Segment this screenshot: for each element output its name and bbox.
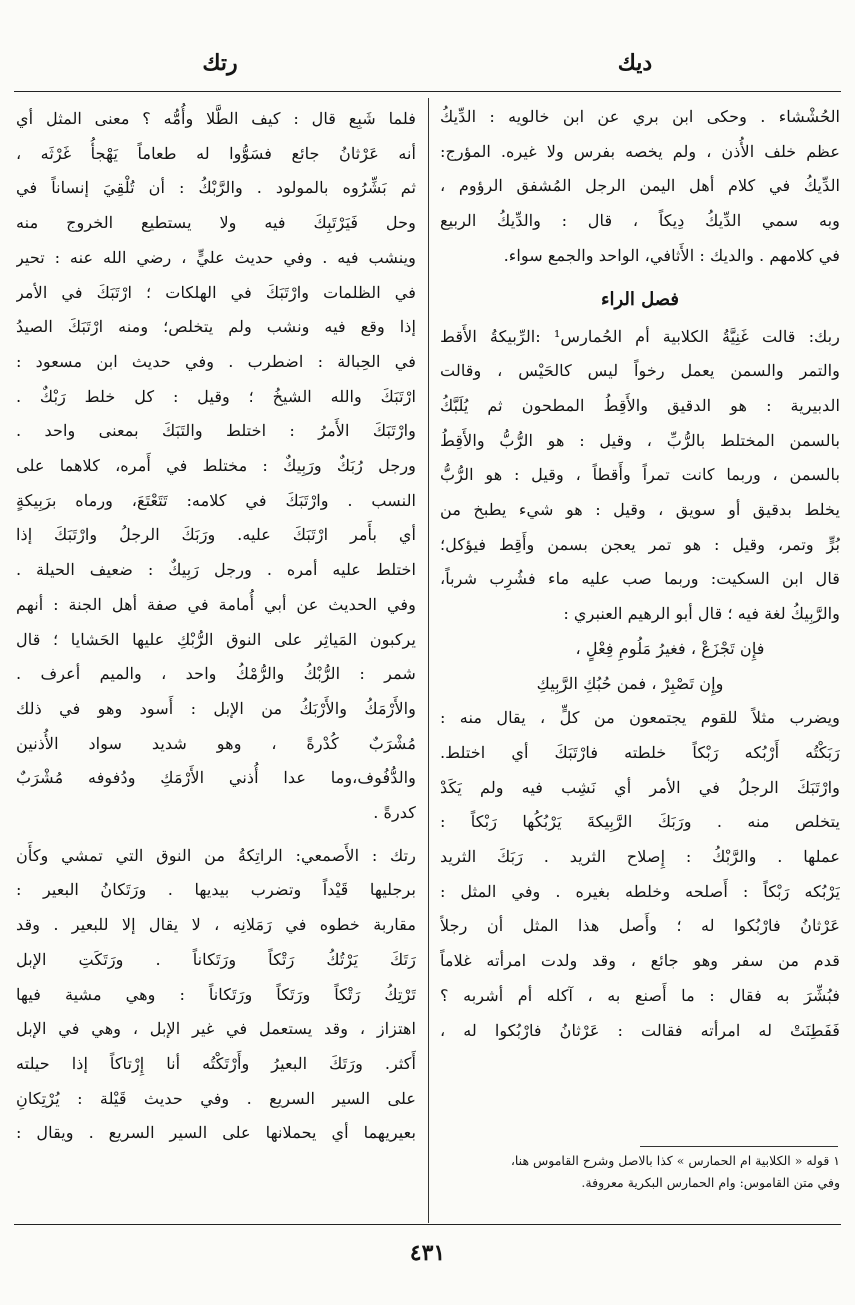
text-line: عملها . والرَّبْكُ : إِصلاح الثريد . رَبَكَ الثريد: [440, 847, 840, 867]
text-line: الحُشْشاء . وحكى ابن بري عن ابن خالويه : الدِّيكُ: [440, 107, 840, 126]
text-line: شمر : الرُّبْكُ والرُّمْكُ واحد ، والميم أعرف .: [16, 664, 416, 684]
text-line: رَبَكْتُه أَرْبُكه رَبْكاً خلطته فارْتَبَكَ أي اختلط.: [440, 742, 840, 762]
text-line: بالسمن المختلط بالرُّبِّ ، وقيل : هو الرُّبُّ والأَقِطُ: [440, 430, 840, 450]
text-line: بُرٍّ وتمر، وقيل : هو تمر يعجن بسمن وأَقِط فيؤكل؛: [440, 534, 840, 554]
bottom-rule: [14, 1224, 841, 1225]
text-line: عَرْثانُ فارْبُكوا له ؛ وأَصل هذا المثل أن رجلاً: [440, 916, 840, 936]
text-line: الدِّيكُ في كلام أهل اليمن الرجل المُشفق الرؤوم ،: [440, 176, 840, 196]
text-line: بعيريهما أي يحملانها على السير السريع . ويقال :: [16, 1123, 416, 1143]
text-line: النسب . وارْتَبَكَ في كلامه: تَتَعْتَعَ، ورماه برَبِيكةٍ: [16, 490, 416, 510]
text-line: يخلط بدقيق أو سويق ، وقيل : هو شيء يطبخ من: [440, 500, 840, 520]
text-line: مقاربة خطوه في رَمَلانِه ، لا يقال إلا للبعير . وقد: [16, 915, 416, 935]
text-line: والأَرْمَكُ والأَرْبَكُ من الإبل : أَسود وهو في ذلك: [16, 698, 416, 718]
text-line: اهتزاز ، وقد يستعمل في غير الإبل ، وهي في الإبل: [16, 1019, 416, 1039]
text-line: ثم بَشِّرُوه بالمولود . والرَّبْكُ : أن تُلْقِيَ إنساناً في: [16, 178, 416, 198]
verse-line: وإِن تَصْبِرْ ، فمن حُبُكِ الرَّبِيكِ: [536, 673, 724, 693]
right-column: [440, 100, 840, 1048]
text-line: على السير السريع . وفي حديث قَيْلة : يُرْتِكانِ: [16, 1088, 416, 1108]
footnote-line: ١ قوله « الكلابية ام الحمارس » كذا بالاصل وشرح القاموس هنا،: [510, 1153, 840, 1168]
text-line: في كلامهم . والديك : الأَثافي، الواحد والجمع سواء.: [503, 245, 840, 265]
entry-spacer: [16, 831, 416, 839]
text-line: والرَّبِيكُ لغة فيه ؛ قال أبو الرهيم العنبري :: [563, 604, 840, 624]
section-title: فصل الراء: [601, 288, 679, 310]
text-line: وحل فَيَرْتَبِكَ فيه ولا يستطيع الخروج منه: [16, 213, 416, 233]
text-line: والتمر والسمن يعمل رخواً ليس كالحَيْس ، وقالت: [440, 361, 840, 381]
entry-line: ربك: قالت غَنِيَّةُ الكلابية أم الحُمارس¹ :الرِّبيكةُ الأَقط: [440, 326, 840, 346]
text-line: إذا وقع فيه ونشب ولم يتخلص؛ ومنه ارْتَبَكَ الصيدُ: [16, 317, 416, 337]
footnote-rule: [640, 1146, 838, 1147]
text-line: أي بأَمر ارْتَبَكَ عليه. ورَبَكَ الرجلُ وارْتَبَكَ إذا: [16, 525, 416, 545]
text-line: فبُشِّرَ به فقال : ما أَصنع به ، آكله أم أشربه ؟: [440, 985, 840, 1005]
verse-line: فإِن تَجْزَعْ ، فغيرُ مَلُومِ فِعْلٍ ،: [575, 638, 765, 658]
text-line: أنه عَرْثانُ جائع فسَوُّوا له طعاماً يَهْجأُ غَرْثَه ،: [16, 143, 416, 163]
text-line: في الحِبالة : اضطرب . وفي حديث ابن مسعود :: [16, 351, 416, 371]
text-line: ارْتَبَكَ والله الشيخُ ؛ وقيل : كل خلط رَبْكٌ .: [16, 386, 416, 406]
text-line: في الظلمات وارْتَبَكَ في الهلكات ؛ ارْتَبَكَ في الأمر: [16, 282, 416, 302]
text-line: كدرةً .: [373, 803, 416, 823]
text-line: بالسمن ، وربما كانت تمراً وأَقطاً ، وقيل : هو الرُّبُّ: [440, 465, 840, 485]
text-line: قال ابن السكيت: وربما صب عليه ماء فشُرِب شرباً،: [440, 569, 840, 589]
footnote-line: وفي متن القاموس: وام الحمارس البكرية معروفة.: [581, 1175, 840, 1190]
footnote: [440, 1150, 840, 1194]
left-column: [16, 102, 416, 1151]
text-line: فلما شَبِع قال : كيف الطَّلا وأُمُّه ؟ معنى المثل أي: [16, 109, 416, 128]
text-line: عظم خلف الأُذن ، ولم يخصه بفرس ولا غيره. المؤرج:: [440, 141, 840, 161]
column-divider: [428, 98, 429, 1223]
text-line: ورجل رُبَكٌ ورَبِيكٌ : مختلط في أَمره، كلاهما على: [16, 456, 416, 476]
text-line: وارْتَبَكَ الرجلُ في الأمر أي نَشِب فيه ولم يَكَدْ: [440, 777, 840, 797]
text-line: وارْتَبَكَ الأَمرُ : اختلط والتَبَكَ بمعنى واحد .: [16, 421, 416, 441]
page-number: ٤٣١: [409, 1240, 446, 1266]
text-line: قدم من سفر وهو جائع ، وقد ولدت امرأته غلاماً: [440, 951, 840, 971]
text-line: أَكثر. ورَتَكَ البعيرُ وأَرْتَكْتُه أنا إِرْتاكاً إذا حيلته: [16, 1053, 416, 1073]
text-line: ويضرب مثلاً للقوم يجتمعون من كلٍّ ، يقال منه :: [440, 708, 840, 728]
text-line: مُشْرَبٌ كُدْرةً ، وهو شديد سواد الأُذنين: [16, 733, 416, 753]
text-line: يتخلص منه . ورَبَكَ الرَّبِيكةَ يَرْبُكُها رَبْكاً :: [440, 812, 840, 832]
text-line: تَرْتِكُ رَتْكاً ورَتَكاً ورَتَكاناً : وهي مشية فيها: [16, 984, 416, 1004]
text-line: الدبيرية : هو الدقيق والأَقِطُ المطحون ثم يُلَبَّكُ: [440, 395, 840, 415]
text-line: فَفَطِنَتْ له امرأته فقالت : عَرْثانُ فارْبُكوا له ،: [440, 1020, 840, 1040]
text-line: وبه سمي الدِّيكُ دِيكاً ، قال : والدِّيكُ الربيع: [440, 211, 840, 231]
text-line: وينشب فيه . وفي حديث عليٍّ ، رضي الله عنه : تحير: [16, 247, 416, 267]
text-line: اختلط عليه أمره . ورجل رَبِيكٌ : ضعيف الحيلة .: [16, 560, 416, 580]
text-line: رَتَكَ يَرْتُكُ رَتْكاً ورَتَكاناً . ورَتَكَتِ الإبل: [16, 949, 416, 969]
top-rule: [14, 91, 841, 92]
text-line: يَرْبُكه رَبْكاً : أَصلحه وخلطه بغيره . وفي المثل :: [440, 881, 840, 901]
text-line: برجليها قَيْداً وتضرب بيديها . ورَتَكانُ البعير :: [16, 880, 416, 900]
right-running-headword: ديك: [617, 50, 653, 76]
left-running-headword: رتك: [202, 50, 238, 76]
entry-line: رتك : الأَصمعي: الراتِكةُ من النوق التي تمشي وكأَن: [16, 845, 416, 865]
text-line: وفي الحديث عن أبي أُمامة في صفة أهل الجنة : أنهم: [16, 594, 416, 614]
text-line: والدُّفُوف،وما عدا أُذني الأَرْمَكِ ودُفوفه مُشْرَبٌ: [16, 768, 416, 788]
text-line: يركبون المَياثِر على النوق الرُّبْكِ عليها الحَشايا ؛ قال: [16, 629, 416, 649]
